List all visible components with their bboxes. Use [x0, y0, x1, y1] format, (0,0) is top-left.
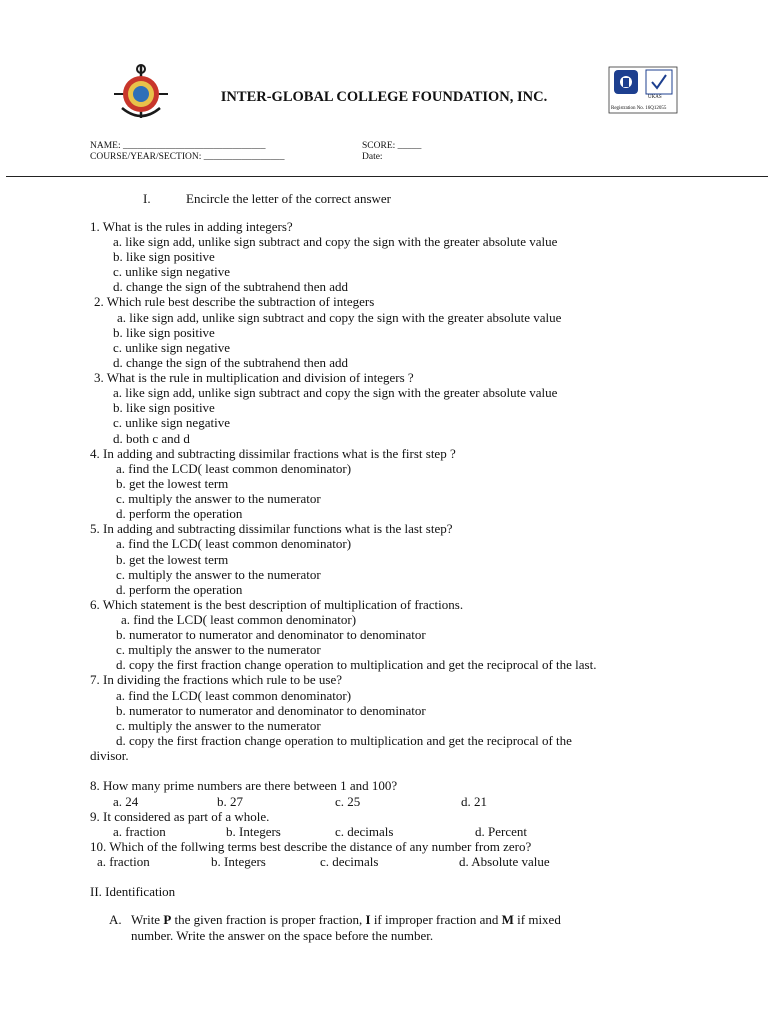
question-6: 6. Which statement is the best description of multiplication of fractions. — [90, 597, 464, 612]
question-9-choice-b: b. Integers — [226, 824, 281, 839]
question-2-choice-b: b. like sign positive — [113, 325, 215, 340]
question-4-choice-a: a. find the LCD( least common denominator) — [116, 461, 352, 476]
instr-text-2: the given fraction is proper fraction, — [171, 912, 366, 927]
question-5-choice-a: a. find the LCD( least common denominator) — [116, 536, 352, 551]
instr-proper-letter: P — [163, 912, 172, 927]
question-3-choice-d: d. both c and d — [113, 431, 190, 446]
question-10-choice-d: d. Absolute value — [459, 854, 550, 869]
question-5-choice-c: c. multiply the answer to the numerator — [116, 567, 321, 582]
question-2: 2. Which rule best describe the subtraction of integers — [94, 294, 375, 309]
question-7: 7. In dividing the fractions which rule to be use? — [90, 672, 342, 687]
question-7-choice-b: b. numerator to numerator and denominator to denominator — [116, 703, 426, 718]
question-10-choice-b: b. Integers — [211, 854, 266, 869]
question-9: 9. It considered as part of a whole. — [90, 809, 270, 824]
instr-text-4: if mixed — [513, 912, 561, 927]
question-4-choice-b: b. get the lowest term — [116, 476, 229, 491]
question-10: 10. Which of the follwing terms best describe the distance of any number from zero? — [90, 839, 532, 854]
question-3-choice-b: b. like sign positive — [113, 400, 215, 415]
score-field-label: SCORE: _____ — [362, 141, 422, 151]
question-9-choice-d: d. Percent — [475, 824, 527, 839]
question-8-choice-d: d. 21 — [461, 794, 487, 809]
question-6-choice-a: a. find the LCD( least common denominator) — [121, 612, 357, 627]
instr-text-3: if improper fraction and — [370, 912, 502, 927]
question-3-choice-c: c. unlike sign negative — [113, 415, 230, 430]
question-2-choice-c: c. unlike sign negative — [113, 340, 230, 355]
question-1: 1. What is the rules in adding integers? — [90, 219, 293, 234]
registration-number: Registration No. 16Q12055 — [611, 106, 667, 111]
question-1-choice-c: c. unlike sign negative — [113, 264, 230, 279]
question-5-choice-d: d. perform the operation — [116, 582, 243, 597]
question-10-choice-a: a. fraction — [97, 854, 150, 869]
question-8-choice-b: b. 27 — [217, 794, 243, 809]
question-6-choice-d: d. copy the first fraction change operation to multiplication and get the reciprocal of the last. — [116, 657, 597, 672]
question-5: 5. In adding and subtracting dissimilar functions what is the last step? — [90, 521, 453, 536]
part2-a-label: A. — [109, 912, 122, 927]
part1-numeral: I. — [143, 191, 151, 206]
question-4: 4. In adding and subtracting dissimilar fractions what is the first step ? — [90, 446, 456, 461]
course-field-label: COURSE/YEAR/SECTION: _________________ — [90, 152, 285, 162]
question-8-choice-c: c. 25 — [335, 794, 361, 809]
question-9-choice-c: c. decimals — [335, 824, 394, 839]
question-10-choice-c: c. decimals — [320, 854, 379, 869]
name-field-label: NAME: ______________________________ — [90, 141, 266, 151]
part2-heading: II. Identification — [90, 884, 176, 899]
college-name: INTER-GLOBAL COLLEGE FOUNDATION, INC. — [220, 89, 548, 105]
question-7-choice-d-wrap: divisor. — [90, 748, 129, 763]
question-6-choice-b: b. numerator to numerator and denominator to denominator — [116, 627, 426, 642]
question-8: 8. How many prime numbers are there between 1 and 100? — [90, 778, 398, 793]
part2-a-instruction-line2: number. Write the answer on the space before the number. — [131, 928, 434, 943]
instr-mixed-letter: M — [501, 912, 514, 927]
question-7-choice-c: c. multiply the answer to the numerator — [116, 718, 321, 733]
question-3: 3. What is the rule in multiplication and division of integers ? — [94, 370, 414, 385]
date-field-label: Date: — [362, 152, 383, 162]
question-2-choice-d: d. change the sign of the subtrahend then add — [113, 355, 349, 370]
question-1-choice-a: a. like sign add, unlike sign subtract and copy the sign with the greater absolute value — [113, 234, 558, 249]
question-4-choice-d: d. perform the operation — [116, 506, 243, 521]
question-1-choice-d: d. change the sign of the subtrahend then add — [113, 279, 349, 294]
question-5-choice-b: b. get the lowest term — [116, 552, 229, 567]
question-7-choice-d: d. copy the first fraction change operation to multiplication and get the reciprocal of the — [116, 733, 572, 748]
cert-label: UKAS — [648, 95, 662, 100]
question-8-choice-a: a. 24 — [113, 794, 139, 809]
question-4-choice-c: c. multiply the answer to the numerator — [116, 491, 321, 506]
question-2-choice-a: a. like sign add, unlike sign subtract and copy the sign with the greater absolute value — [117, 310, 562, 325]
instr-text-1: Write — [131, 912, 164, 927]
question-7-choice-a: a. find the LCD( least common denominator) — [116, 688, 352, 703]
question-3-choice-a: a. like sign add, unlike sign subtract and copy the sign with the greater absolute value — [113, 385, 558, 400]
header-divider — [6, 176, 768, 177]
certification-logo — [608, 66, 678, 114]
question-1-choice-b: b. like sign positive — [113, 249, 215, 264]
part1-instruction: Encircle the letter of the correct answer — [186, 191, 391, 206]
question-6-choice-c: c. multiply the answer to the numerator — [116, 642, 321, 657]
part2-a-instruction — [131, 912, 561, 927]
instr-improper-letter: I — [365, 912, 371, 927]
question-9-choice-a: a. fraction — [113, 824, 166, 839]
